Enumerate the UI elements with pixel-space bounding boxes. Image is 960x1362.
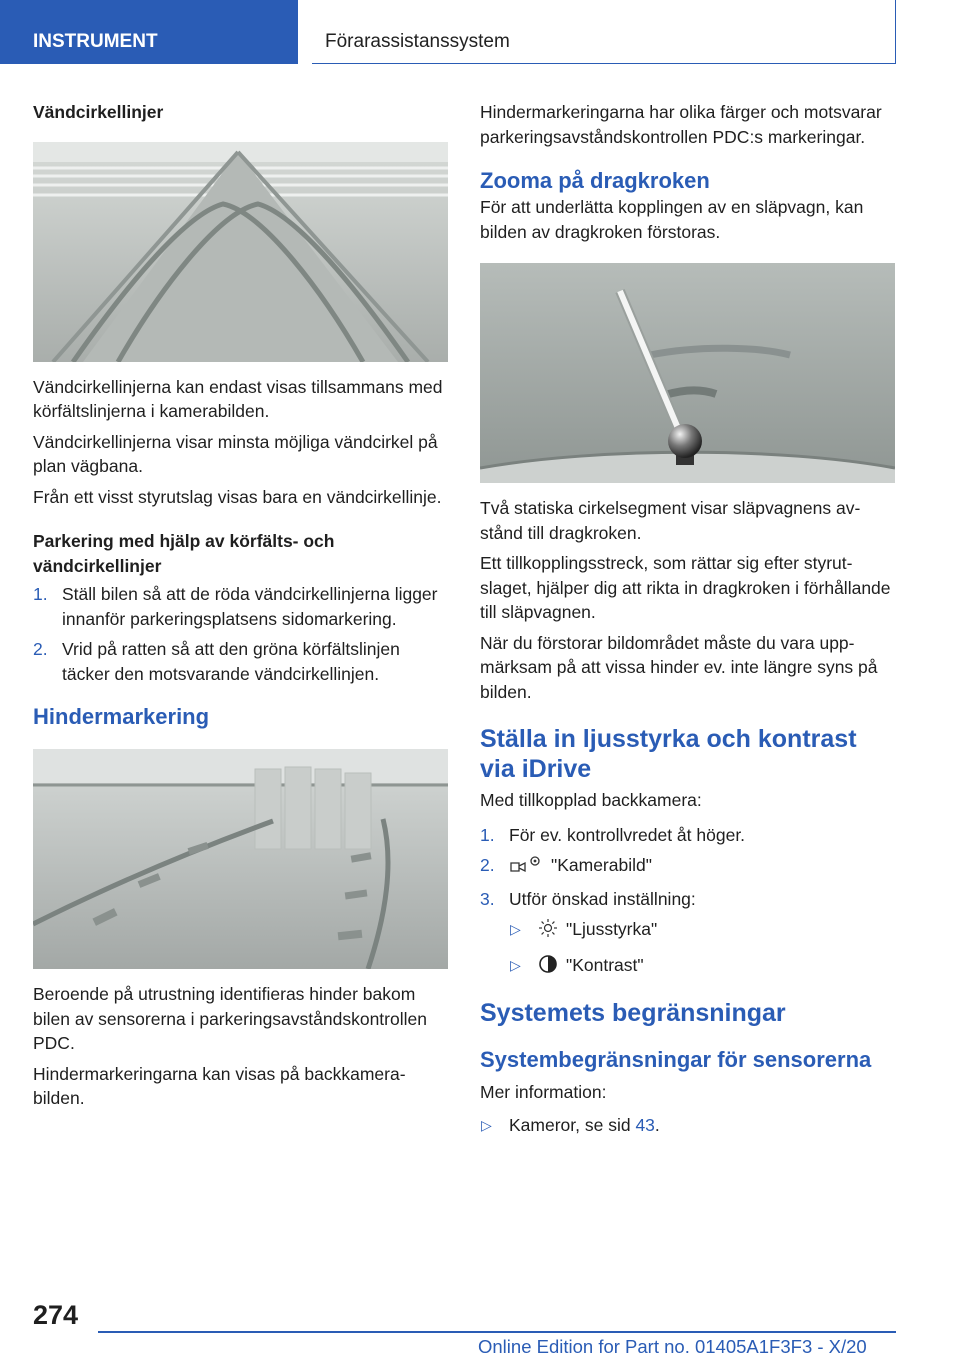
bullet-end: .: [654, 1114, 660, 1135]
footer-divider: [98, 1331, 896, 1333]
chapter-title: Förarassistanssystem: [312, 0, 896, 64]
camera-settings-icon: [509, 854, 543, 881]
step-number: 1.: [480, 824, 495, 845]
step-text: Vrid på ratten så att den gröna körfältslinjen täcker den motsvarande vändcirkellinjen.: [62, 639, 400, 684]
option-text: "Kontrast": [566, 954, 644, 975]
bullet-text: Kameror, se sid: [509, 1114, 636, 1135]
arrow-bullet-icon: ▷: [510, 921, 521, 937]
paragraph: Hindermarkeringarna kan visas på backkamerabilden.: [33, 1063, 406, 1108]
paragraph: Vändcirkellinjerna kan endast visas tillsammans med körfältslinjerna i kamerabilden.: [33, 376, 443, 421]
list-item: [480, 1113, 896, 1138]
arrow-bullet-icon: ▷: [510, 956, 521, 973]
parking-steps: [33, 582, 449, 686]
list-item: [33, 637, 449, 686]
step-number: 2.: [480, 855, 495, 875]
heading-brightness-contrast: Ställa in ljusstyrka och kontrast via iDrive: [480, 725, 857, 783]
list-item: [480, 823, 896, 848]
list-item: [33, 582, 449, 631]
right-column: [480, 100, 896, 1145]
idrive-steps: [480, 823, 896, 912]
paragraph: Två statiska cirkelsegment visar släpvagnens avstånd till dragkroken.: [480, 498, 861, 543]
left-column: [33, 100, 449, 1117]
heading-system-limits: Systemets begränsningar: [480, 999, 786, 1027]
paragraph: Från ett visst styrutslag visas bara en vändcirkellinje.: [33, 486, 442, 507]
paragraph: När du förstorar bildområdet måste du vara uppmärksam på att vissa hinder ev. inte längre syns på bilden.: [480, 632, 878, 702]
list-item: [480, 887, 896, 912]
paragraph: Vändcirkellinjerna visar minsta möjliga vändcirkel på plan vägbana.: [33, 431, 438, 476]
heading-zoom-tow-hook: Zooma på dragkroken: [480, 168, 710, 193]
heading-sensor-limits: Systembegränsningar för sensorerna: [480, 1047, 872, 1072]
contrast-icon: [538, 954, 558, 981]
paragraph: Beroende på utrustning identifieras hinder bakom bilen av sensorerna i parkeringsavståndskontrollen PDC.: [33, 984, 427, 1053]
turning-circle-lines-image: [33, 142, 448, 362]
paragraph: Med tillkopplad backkamera:: [480, 790, 702, 810]
section-tab: INSTRUMENT: [0, 0, 298, 64]
setting-options: [480, 917, 896, 980]
page-number: 274: [33, 1300, 79, 1330]
list-item: [480, 917, 896, 945]
step-text: "Kamerabild": [551, 855, 652, 875]
tow-hook-zoom-image: [480, 263, 895, 483]
heading-turning-circle-lines: Vändcirkellinjer: [33, 102, 164, 122]
page-link[interactable]: 43: [635, 1114, 655, 1135]
edition-text: Online Edition for Part no. 01405A1F3F3 - X/20: [478, 1336, 867, 1357]
step-number: 2.: [33, 639, 48, 659]
obstacle-marking-image: [33, 749, 448, 969]
list-item: [480, 953, 896, 981]
heading-parking: Parkering med hjälp av körfälts- och vändcirkellinjer: [33, 531, 335, 576]
brightness-icon: [538, 918, 558, 945]
paragraph: Hindermarkeringarna har olika färger och motsvarar parkeringsavståndskontrollen PDC:s markeringar.: [480, 102, 882, 147]
step-text: Utför önskad inställning:: [509, 888, 696, 909]
step-text: För ev. kontrollvredet åt höger.: [509, 824, 746, 845]
step-text: Ställ bilen så att de röda vändcirkellinjerna ligger innanför parkeringsplatsens sidomarkering.: [62, 584, 438, 629]
step-number: 3.: [480, 888, 495, 909]
step-number: 1.: [33, 584, 48, 604]
paragraph: För att underlätta kopplingen av en släpvagn, kan bilden av dragkroken förstoras.: [480, 197, 864, 242]
option-text: "Ljusstyrka": [566, 919, 658, 939]
list-item: [480, 853, 896, 881]
paragraph: Mer information:: [480, 1082, 607, 1102]
heading-obstacle-marking: Hindermarkering: [33, 704, 210, 729]
paragraph: Ett tillkopplingsstreck, som rättar sig efter styrutslaget, hjälper dig att rikta in dragkroken i förhållande till släpvagnen.: [480, 553, 891, 622]
more-info-list: [480, 1113, 896, 1138]
arrow-bullet-icon: ▷: [481, 1116, 492, 1133]
